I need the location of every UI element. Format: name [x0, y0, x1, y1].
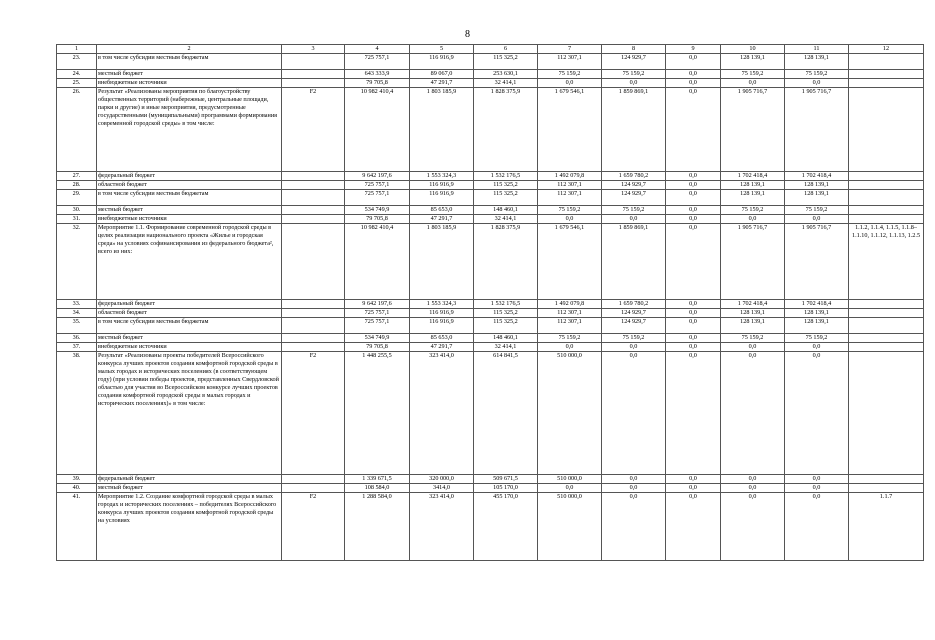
- value-cell: 534 749,9: [345, 206, 410, 215]
- table-row: [57, 343, 924, 352]
- header-cell: 4: [345, 45, 410, 54]
- value-cell: 0,0: [666, 79, 721, 88]
- value-cell: 1.1.2, 1.1.4, 1.1.5, 1.1.8–1.1.10, 1.1.12, 1.1.13, 1.2.5: [849, 224, 924, 300]
- value-cell: 105 170,0: [474, 484, 538, 493]
- row-number-cell: 24.: [57, 70, 97, 79]
- table-row: [57, 493, 924, 561]
- value-cell: 75 159,2: [721, 334, 785, 343]
- value-cell: [849, 88, 924, 172]
- value-cell: 0,0: [538, 215, 602, 224]
- value-cell: 128 139,1: [721, 190, 785, 206]
- value-cell: 0,0: [666, 475, 721, 484]
- value-cell: 75 159,2: [602, 334, 666, 343]
- row-number-cell: 23.: [57, 54, 97, 70]
- value-cell: 112 307,1: [538, 318, 602, 334]
- value-cell: 0,0: [721, 493, 785, 561]
- value-cell: 0,0: [666, 318, 721, 334]
- value-cell: [282, 190, 345, 206]
- value-cell: 79 705,8: [345, 343, 410, 352]
- table-row: [57, 215, 924, 224]
- value-cell: 1 859 869,1: [602, 224, 666, 300]
- value-cell: 1 905 716,7: [721, 88, 785, 172]
- description-cell: внебюджетные источники: [97, 215, 282, 224]
- value-cell: [282, 343, 345, 352]
- value-cell: 1 553 324,3: [410, 300, 474, 309]
- value-cell: 75 159,2: [721, 70, 785, 79]
- value-cell: 0,0: [721, 475, 785, 484]
- value-cell: 1 492 079,8: [538, 172, 602, 181]
- value-cell: 128 139,1: [785, 318, 849, 334]
- value-cell: 79 705,8: [345, 79, 410, 88]
- value-cell: 116 916,9: [410, 54, 474, 70]
- row-number-cell: 31.: [57, 215, 97, 224]
- value-cell: 725 757,1: [345, 190, 410, 206]
- value-cell: 1 905 716,7: [785, 88, 849, 172]
- header-cell: 6: [474, 45, 538, 54]
- value-cell: 0,0: [785, 475, 849, 484]
- value-cell: 0,0: [602, 352, 666, 475]
- table-row: [57, 172, 924, 181]
- value-cell: 0,0: [602, 215, 666, 224]
- value-cell: 320 000,0: [410, 475, 474, 484]
- value-cell: 614 841,5: [474, 352, 538, 475]
- value-cell: 1 659 780,2: [602, 300, 666, 309]
- table-row: [57, 190, 924, 206]
- value-cell: 1 828 375,9: [474, 88, 538, 172]
- description-cell: Мероприятие 1.1. Формирование современной городской среды в целях реализации национального проекта «Жилье и городская среда» на условиях софинансирования из федерального бюджета², всего из них:: [97, 224, 282, 300]
- header-cell: 10: [721, 45, 785, 54]
- header-cell: 1: [57, 45, 97, 54]
- value-cell: [282, 224, 345, 300]
- table-row: [57, 54, 924, 70]
- value-cell: 75 159,2: [602, 70, 666, 79]
- value-cell: 1 859 869,1: [602, 88, 666, 172]
- value-cell: 1 532 176,5: [474, 172, 538, 181]
- value-cell: [849, 475, 924, 484]
- value-cell: 116 916,9: [410, 181, 474, 190]
- value-cell: 124 929,7: [602, 309, 666, 318]
- table-row: [57, 309, 924, 318]
- description-cell: Результат «Реализованы мероприятия по благоустройству общественных территорий (набережные, центральные площади, парки и другие) и иные мероприятия, предусмотренные государственными (муниципальными) программами формирования современной городской среды» в том числе:: [97, 88, 282, 172]
- value-cell: 89 067,0: [410, 70, 474, 79]
- value-cell: [282, 300, 345, 309]
- value-cell: 128 139,1: [721, 54, 785, 70]
- value-cell: 455 170,0: [474, 493, 538, 561]
- value-cell: 0,0: [538, 343, 602, 352]
- value-cell: 124 929,7: [602, 190, 666, 206]
- value-cell: 0,0: [666, 309, 721, 318]
- value-cell: 112 307,1: [538, 309, 602, 318]
- value-cell: [849, 79, 924, 88]
- column-number-row: [57, 45, 924, 54]
- value-cell: [849, 181, 924, 190]
- table-row: [57, 334, 924, 343]
- value-cell: 148 460,1: [474, 334, 538, 343]
- value-cell: 10 982 410,4: [345, 224, 410, 300]
- row-number-cell: 28.: [57, 181, 97, 190]
- description-cell: федеральный бюджет: [97, 172, 282, 181]
- table-row: [57, 70, 924, 79]
- row-number-cell: 34.: [57, 309, 97, 318]
- value-cell: 116 916,9: [410, 309, 474, 318]
- value-cell: 0,0: [666, 300, 721, 309]
- value-cell: 0,0: [721, 352, 785, 475]
- value-cell: 115 325,2: [474, 318, 538, 334]
- value-cell: 0,0: [666, 88, 721, 172]
- value-cell: 115 325,2: [474, 190, 538, 206]
- value-cell: F2: [282, 352, 345, 475]
- value-cell: 128 139,1: [721, 181, 785, 190]
- value-cell: [282, 70, 345, 79]
- value-cell: [849, 190, 924, 206]
- row-number-cell: 26.: [57, 88, 97, 172]
- header-cell: 3: [282, 45, 345, 54]
- value-cell: 128 139,1: [721, 318, 785, 334]
- header-cell: 11: [785, 45, 849, 54]
- value-cell: 0,0: [721, 215, 785, 224]
- value-cell: 0,0: [538, 484, 602, 493]
- value-cell: [849, 300, 924, 309]
- value-cell: 3414,0: [410, 484, 474, 493]
- table-row: [57, 475, 924, 484]
- value-cell: 323 414,0: [410, 493, 474, 561]
- value-cell: 1 679 546,1: [538, 88, 602, 172]
- table-row: [57, 181, 924, 190]
- value-cell: 75 159,2: [785, 334, 849, 343]
- value-cell: 112 307,1: [538, 54, 602, 70]
- table-row: [57, 206, 924, 215]
- value-cell: 509 671,5: [474, 475, 538, 484]
- value-cell: 0,0: [602, 475, 666, 484]
- value-cell: 128 139,1: [785, 190, 849, 206]
- value-cell: 0,0: [785, 215, 849, 224]
- value-cell: 112 307,1: [538, 190, 602, 206]
- value-cell: 643 333,9: [345, 70, 410, 79]
- row-number-cell: 38.: [57, 352, 97, 475]
- row-number-cell: 30.: [57, 206, 97, 215]
- value-cell: 47 291,7: [410, 215, 474, 224]
- value-cell: 116 916,9: [410, 190, 474, 206]
- row-number-cell: 41.: [57, 493, 97, 561]
- value-cell: 0,0: [666, 70, 721, 79]
- value-cell: 79 705,8: [345, 215, 410, 224]
- row-number-cell: 36.: [57, 334, 97, 343]
- value-cell: 0,0: [602, 343, 666, 352]
- value-cell: 0,0: [785, 493, 849, 561]
- value-cell: 725 757,1: [345, 318, 410, 334]
- value-cell: 85 653,0: [410, 334, 474, 343]
- value-cell: 1 702 418,4: [785, 172, 849, 181]
- table-row: [57, 300, 924, 309]
- value-cell: 32 414,1: [474, 79, 538, 88]
- value-cell: 1 492 079,8: [538, 300, 602, 309]
- value-cell: 1 828 375,9: [474, 224, 538, 300]
- description-cell: Мероприятие 1.2. Создание комфортной городской среды в малых городах и исторических поселениях – победителях Всероссийского конкурса лучших проектов создания комфортной городской среды на условиях: [97, 493, 282, 561]
- description-cell: Результат «Реализованы проекты победителей Всероссийского конкурса лучших проектов создания комфортной городской среды в малых городах и исторических поселениях (в соответствующем году) (при условии победы проектов, представленных Свердловской областью для участия во Всероссийском конкурсе лучших проектов создания комфортной городской среды в малых городах и исторических поселениях)» в том числе:: [97, 352, 282, 475]
- description-cell: местный бюджет: [97, 484, 282, 493]
- value-cell: 124 929,7: [602, 54, 666, 70]
- value-cell: 1.1.7: [849, 493, 924, 561]
- header-cell: 2: [97, 45, 282, 54]
- value-cell: 128 139,1: [785, 54, 849, 70]
- value-cell: 0,0: [602, 484, 666, 493]
- table-row: [57, 484, 924, 493]
- value-cell: 1 553 324,3: [410, 172, 474, 181]
- value-cell: 47 291,7: [410, 79, 474, 88]
- value-cell: [849, 215, 924, 224]
- value-cell: [849, 343, 924, 352]
- value-cell: 1 679 546,1: [538, 224, 602, 300]
- row-number-cell: 39.: [57, 475, 97, 484]
- value-cell: [282, 484, 345, 493]
- row-number-cell: 37.: [57, 343, 97, 352]
- value-cell: 115 325,2: [474, 54, 538, 70]
- value-cell: 0,0: [721, 79, 785, 88]
- header-cell: 9: [666, 45, 721, 54]
- value-cell: 0,0: [666, 493, 721, 561]
- value-cell: 9 642 197,6: [345, 300, 410, 309]
- row-number-cell: 27.: [57, 172, 97, 181]
- value-cell: 0,0: [721, 343, 785, 352]
- value-cell: F2: [282, 493, 345, 561]
- value-cell: 0,0: [666, 215, 721, 224]
- header-cell: 12: [849, 45, 924, 54]
- value-cell: 1 288 584,0: [345, 493, 410, 561]
- value-cell: 128 139,1: [785, 181, 849, 190]
- value-cell: 75 159,2: [538, 206, 602, 215]
- value-cell: 0,0: [785, 79, 849, 88]
- value-cell: 128 139,1: [785, 309, 849, 318]
- row-number-cell: 33.: [57, 300, 97, 309]
- value-cell: 9 642 197,6: [345, 172, 410, 181]
- description-cell: местный бюджет: [97, 206, 282, 215]
- value-cell: 0,0: [785, 343, 849, 352]
- value-cell: 75 159,2: [538, 70, 602, 79]
- value-cell: [849, 172, 924, 181]
- header-cell: 7: [538, 45, 602, 54]
- value-cell: [282, 172, 345, 181]
- value-cell: 124 929,7: [602, 181, 666, 190]
- value-cell: 0,0: [666, 172, 721, 181]
- table-row: [57, 318, 924, 334]
- value-cell: 1 905 716,7: [785, 224, 849, 300]
- value-cell: 115 325,2: [474, 309, 538, 318]
- value-cell: 128 139,1: [721, 309, 785, 318]
- description-cell: в том числе субсидии местным бюджетам: [97, 190, 282, 206]
- value-cell: 0,0: [602, 493, 666, 561]
- value-cell: 75 159,2: [721, 206, 785, 215]
- description-cell: областной бюджет: [97, 309, 282, 318]
- value-cell: [282, 54, 345, 70]
- value-cell: [849, 309, 924, 318]
- description-cell: внебюджетные источники: [97, 79, 282, 88]
- value-cell: 108 584,0: [345, 484, 410, 493]
- value-cell: 1 339 671,5: [345, 475, 410, 484]
- description-cell: в том числе субсидии местным бюджетам: [97, 318, 282, 334]
- value-cell: 75 159,2: [538, 334, 602, 343]
- value-cell: 32 414,1: [474, 343, 538, 352]
- value-cell: 1 659 780,2: [602, 172, 666, 181]
- value-cell: 1 702 418,4: [721, 172, 785, 181]
- value-cell: 75 159,2: [785, 206, 849, 215]
- value-cell: [849, 334, 924, 343]
- value-cell: 1 803 185,9: [410, 88, 474, 172]
- value-cell: 534 749,9: [345, 334, 410, 343]
- row-number-cell: 25.: [57, 79, 97, 88]
- value-cell: 0,0: [785, 352, 849, 475]
- value-cell: [849, 70, 924, 79]
- value-cell: 510 000,0: [538, 475, 602, 484]
- header-cell: 5: [410, 45, 474, 54]
- description-cell: местный бюджет: [97, 70, 282, 79]
- value-cell: 510 000,0: [538, 352, 602, 475]
- value-cell: [849, 318, 924, 334]
- value-cell: F2: [282, 88, 345, 172]
- value-cell: 1 702 418,4: [785, 300, 849, 309]
- value-cell: 124 929,7: [602, 318, 666, 334]
- page-number: 8: [465, 29, 470, 40]
- value-cell: 1 532 176,5: [474, 300, 538, 309]
- value-cell: 1 448 255,5: [345, 352, 410, 475]
- value-cell: 32 414,1: [474, 215, 538, 224]
- table-row: [57, 79, 924, 88]
- value-cell: 725 757,1: [345, 181, 410, 190]
- value-cell: 1 803 185,9: [410, 224, 474, 300]
- value-cell: 75 159,2: [785, 70, 849, 79]
- value-cell: 115 325,2: [474, 181, 538, 190]
- value-cell: 0,0: [666, 206, 721, 215]
- value-cell: 1 905 716,7: [721, 224, 785, 300]
- description-cell: внебюджетные источники: [97, 343, 282, 352]
- value-cell: 725 757,1: [345, 309, 410, 318]
- value-cell: [849, 206, 924, 215]
- value-cell: 0,0: [666, 224, 721, 300]
- value-cell: 116 916,9: [410, 318, 474, 334]
- value-cell: 725 757,1: [345, 54, 410, 70]
- value-cell: 85 653,0: [410, 206, 474, 215]
- value-cell: 0,0: [666, 54, 721, 70]
- value-cell: 10 982 410,4: [345, 88, 410, 172]
- value-cell: [282, 79, 345, 88]
- value-cell: 323 414,0: [410, 352, 474, 475]
- description-cell: местный бюджет: [97, 334, 282, 343]
- value-cell: 0,0: [721, 484, 785, 493]
- row-number-cell: 35.: [57, 318, 97, 334]
- value-cell: [282, 206, 345, 215]
- row-number-cell: 32.: [57, 224, 97, 300]
- description-cell: в том числе субсидии местным бюджетам: [97, 54, 282, 70]
- value-cell: [282, 215, 345, 224]
- table-row: [57, 224, 924, 300]
- table-row: [57, 352, 924, 475]
- value-cell: 0,0: [666, 181, 721, 190]
- value-cell: [282, 334, 345, 343]
- value-cell: 0,0: [666, 334, 721, 343]
- value-cell: 0,0: [666, 484, 721, 493]
- value-cell: 0,0: [666, 352, 721, 475]
- value-cell: 0,0: [666, 343, 721, 352]
- value-cell: 1 702 418,4: [721, 300, 785, 309]
- value-cell: [282, 318, 345, 334]
- value-cell: [282, 475, 345, 484]
- value-cell: [849, 484, 924, 493]
- budget-table: [56, 44, 924, 561]
- value-cell: 0,0: [602, 79, 666, 88]
- value-cell: 253 630,1: [474, 70, 538, 79]
- value-cell: 148 460,1: [474, 206, 538, 215]
- value-cell: [282, 309, 345, 318]
- row-number-cell: 29.: [57, 190, 97, 206]
- description-cell: областной бюджет: [97, 181, 282, 190]
- value-cell: 0,0: [538, 79, 602, 88]
- value-cell: [849, 352, 924, 475]
- description-cell: федеральный бюджет: [97, 475, 282, 484]
- value-cell: [849, 54, 924, 70]
- value-cell: 0,0: [785, 484, 849, 493]
- table-row: [57, 88, 924, 172]
- value-cell: 510 000,0: [538, 493, 602, 561]
- row-number-cell: 40.: [57, 484, 97, 493]
- value-cell: [282, 181, 345, 190]
- header-cell: 8: [602, 45, 666, 54]
- value-cell: 0,0: [666, 190, 721, 206]
- value-cell: 112 307,1: [538, 181, 602, 190]
- value-cell: 75 159,2: [602, 206, 666, 215]
- value-cell: 47 291,7: [410, 343, 474, 352]
- description-cell: федеральный бюджет: [97, 300, 282, 309]
